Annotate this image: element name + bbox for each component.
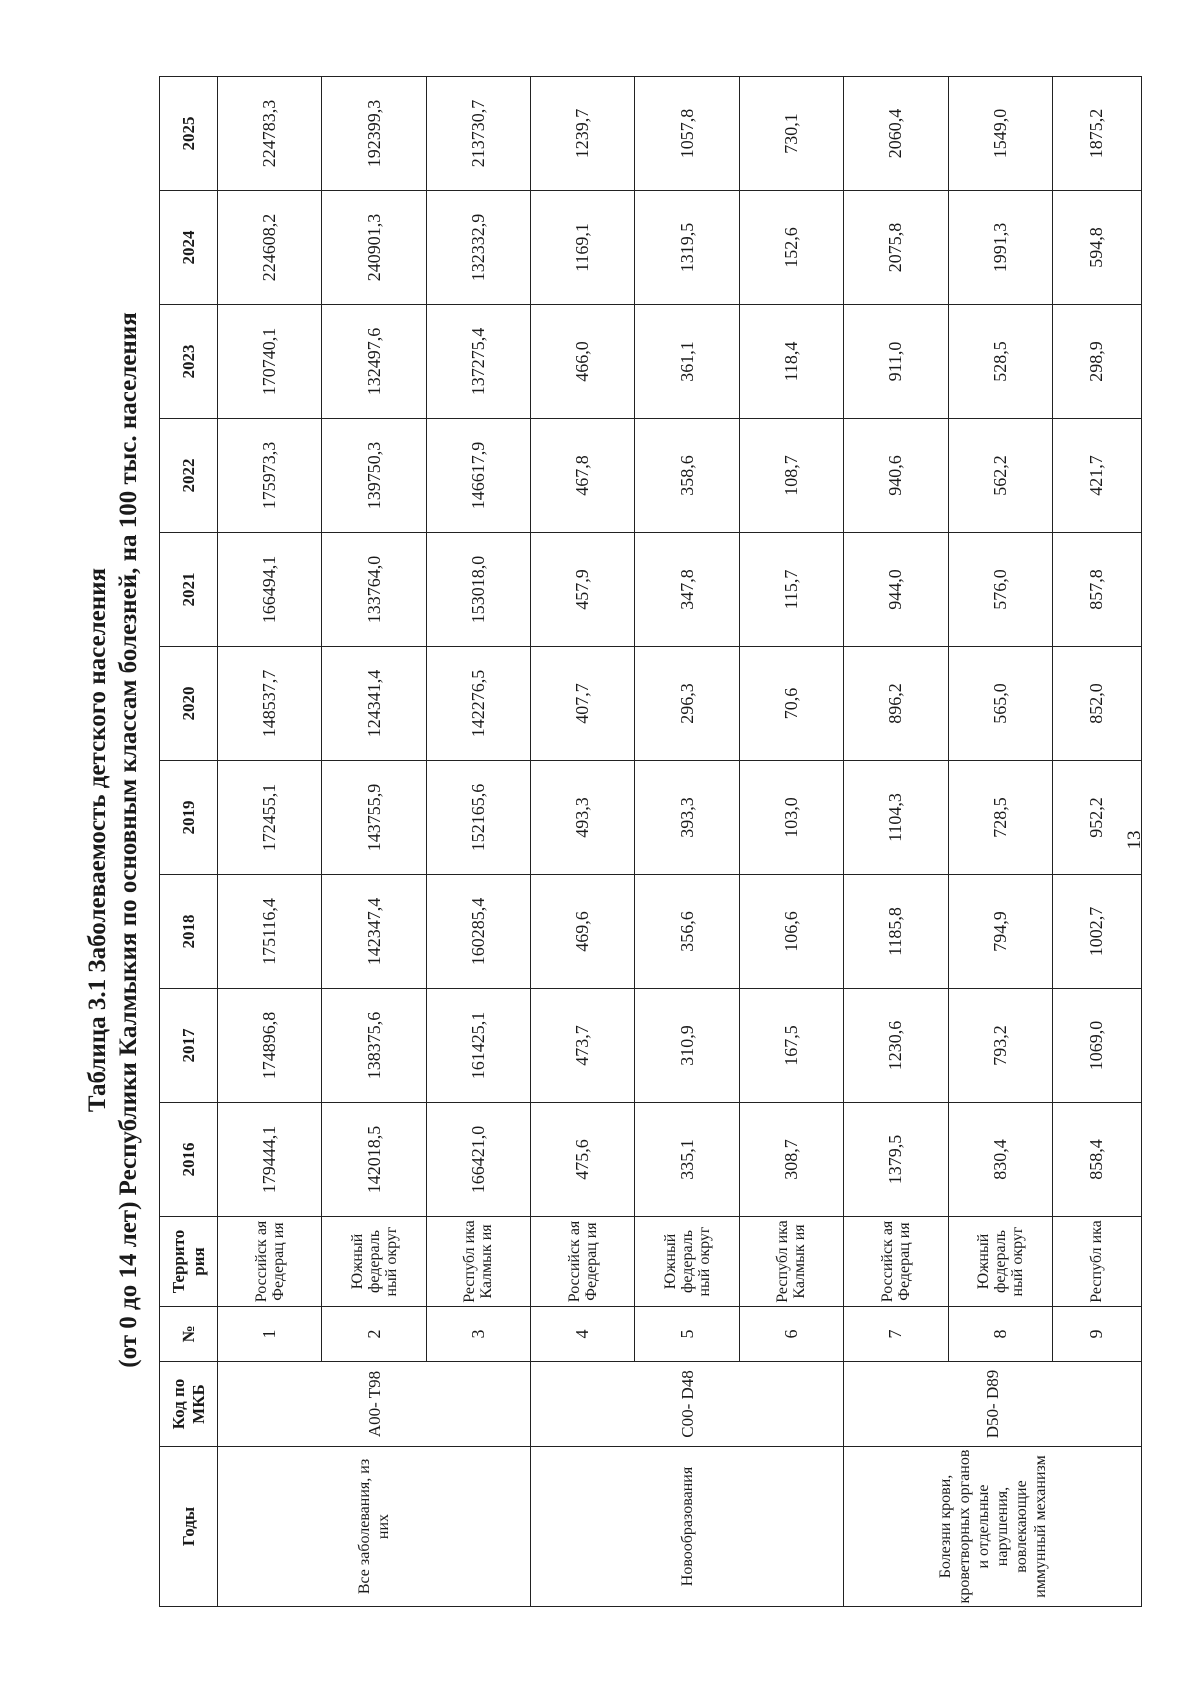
value-cell: 153018,0 — [426, 533, 530, 647]
value-cell: 124341,4 — [322, 647, 426, 761]
value-cell: 335,1 — [635, 1103, 739, 1217]
value-cell: 457,9 — [531, 533, 635, 647]
value-cell: 224783,3 — [218, 77, 322, 191]
value-cell: 356,6 — [635, 875, 739, 989]
value-cell: 475,6 — [531, 1103, 635, 1217]
value-cell: 115,7 — [739, 533, 843, 647]
row-number: 6 — [739, 1307, 843, 1362]
value-cell: 240901,3 — [322, 191, 426, 305]
value-cell: 473,7 — [531, 989, 635, 1103]
header-year: 2021 — [160, 533, 218, 647]
value-cell: 160285,4 — [426, 875, 530, 989]
value-cell: 298,9 — [1052, 305, 1141, 419]
value-cell: 728,5 — [948, 761, 1052, 875]
value-cell: 393,3 — [635, 761, 739, 875]
row-number: 4 — [531, 1307, 635, 1362]
value-cell: 106,6 — [739, 875, 843, 989]
disease-class-name: Болезни крови, кроветворных органов и отдельные нарушения, вовлекающие иммунный механизм — [844, 1447, 1142, 1607]
header-year: 2019 — [160, 761, 218, 875]
value-cell: 2060,4 — [844, 77, 948, 191]
header-territory: Террито рия — [160, 1217, 218, 1307]
territory-cell: Российск ая Федерац ия — [844, 1217, 948, 1307]
territory-cell: Республ ика Калмык ия — [426, 1217, 530, 1307]
value-cell: 175116,4 — [218, 875, 322, 989]
value-cell: 138375,6 — [322, 989, 426, 1103]
territory-cell: Южный федераль ный округ — [948, 1217, 1052, 1307]
table-row — [844, 77, 948, 1607]
value-cell: 70,6 — [739, 647, 843, 761]
table-container — [159, 77, 1142, 1607]
value-cell: 952,2 — [1052, 761, 1141, 875]
value-cell: 858,4 — [1052, 1103, 1141, 1217]
value-cell: 1185,8 — [844, 875, 948, 989]
value-cell: 1169,1 — [531, 191, 635, 305]
value-cell: 1379,5 — [844, 1103, 948, 1217]
value-cell: 133764,0 — [322, 533, 426, 647]
row-number: 7 — [844, 1307, 948, 1362]
row-number: 5 — [635, 1307, 739, 1362]
value-cell: 118,4 — [739, 305, 843, 419]
value-cell: 139750,3 — [322, 419, 426, 533]
value-cell: 896,2 — [844, 647, 948, 761]
value-cell: 1104,3 — [844, 761, 948, 875]
value-cell: 175973,3 — [218, 419, 322, 533]
value-cell: 170740,1 — [218, 305, 322, 419]
value-cell: 857,8 — [1052, 533, 1141, 647]
value-cell: 1319,5 — [635, 191, 739, 305]
value-cell: 310,9 — [635, 989, 739, 1103]
value-cell: 146617,9 — [426, 419, 530, 533]
territory-cell: Южный федераль ный округ — [322, 1217, 426, 1307]
table-title: Таблица 3.1 Заболеваемость детского населения — [84, 567, 111, 1113]
value-cell: 132332,9 — [426, 191, 530, 305]
value-cell: 1230,6 — [844, 989, 948, 1103]
value-cell: 565,0 — [948, 647, 1052, 761]
value-cell: 142018,5 — [322, 1103, 426, 1217]
row-number: 9 — [1052, 1307, 1141, 1362]
value-cell: 576,0 — [948, 533, 1052, 647]
value-cell: 142347,4 — [322, 875, 426, 989]
value-cell: 361,1 — [635, 305, 739, 419]
page-number: 13 — [1124, 830, 1145, 850]
value-cell: 407,7 — [531, 647, 635, 761]
header-row — [160, 77, 218, 1607]
value-cell: 166494,1 — [218, 533, 322, 647]
table-row — [218, 77, 322, 1607]
row-number: 3 — [426, 1307, 530, 1362]
header-year: 2018 — [160, 875, 218, 989]
header-code: Код по МКБ — [160, 1362, 218, 1447]
territory-cell: Российск ая Федерац ия — [218, 1217, 322, 1307]
header-year: 2016 — [160, 1103, 218, 1217]
value-cell: 132497,6 — [322, 305, 426, 419]
table-subtitle: (от 0 до 14 лет) Республики Калмыкия по основным классам болезней, на 100 тыс. населения — [115, 312, 142, 1368]
value-cell: 940,6 — [844, 419, 948, 533]
rotated-page — [67, 70, 1145, 1610]
value-cell: 108,7 — [739, 419, 843, 533]
value-cell: 469,6 — [531, 875, 635, 989]
header-year: 2022 — [160, 419, 218, 533]
value-cell: 1549,0 — [948, 77, 1052, 191]
disease-class-name: Новообразования — [531, 1447, 844, 1607]
icd-code: D50- D89 — [844, 1362, 1142, 1447]
value-cell: 137275,4 — [426, 305, 530, 419]
value-cell: 308,7 — [739, 1103, 843, 1217]
value-cell: 852,0 — [1052, 647, 1141, 761]
value-cell: 467,8 — [531, 419, 635, 533]
table-row — [531, 77, 635, 1607]
value-cell: 224608,2 — [218, 191, 322, 305]
header-group: Годы — [160, 1447, 218, 1607]
value-cell: 161425,1 — [426, 989, 530, 1103]
value-cell: 174896,8 — [218, 989, 322, 1103]
row-number: 2 — [322, 1307, 426, 1362]
row-number: 8 — [948, 1307, 1052, 1362]
value-cell: 830,4 — [948, 1103, 1052, 1217]
value-cell: 296,3 — [635, 647, 739, 761]
value-cell: 421,7 — [1052, 419, 1141, 533]
value-cell: 730,1 — [739, 77, 843, 191]
header-year: 2023 — [160, 305, 218, 419]
territory-cell: Российск ая Федерац ия — [531, 1217, 635, 1307]
value-cell: 1057,8 — [635, 77, 739, 191]
value-cell: 493,3 — [531, 761, 635, 875]
value-cell: 1069,0 — [1052, 989, 1141, 1103]
value-cell: 466,0 — [531, 305, 635, 419]
value-cell: 911,0 — [844, 305, 948, 419]
value-cell: 1875,2 — [1052, 77, 1141, 191]
value-cell: 142276,5 — [426, 647, 530, 761]
value-cell: 793,2 — [948, 989, 1052, 1103]
header-year: 2020 — [160, 647, 218, 761]
value-cell: 1239,7 — [531, 77, 635, 191]
value-cell: 1002,7 — [1052, 875, 1141, 989]
territory-cell: Южный федераль ный округ — [635, 1217, 739, 1307]
territory-cell: Республ ика — [1052, 1217, 1141, 1307]
value-cell: 528,5 — [948, 305, 1052, 419]
value-cell: 103,0 — [739, 761, 843, 875]
value-cell: 179444,1 — [218, 1103, 322, 1217]
value-cell: 2075,8 — [844, 191, 948, 305]
value-cell: 192399,3 — [322, 77, 426, 191]
value-cell: 594,8 — [1052, 191, 1141, 305]
value-cell: 166421,0 — [426, 1103, 530, 1217]
value-cell: 944,0 — [844, 533, 948, 647]
value-cell: 347,8 — [635, 533, 739, 647]
icd-code: A00- T98 — [218, 1362, 531, 1447]
disease-class-name: Все заболевания, из них — [218, 1447, 531, 1607]
value-cell: 562,2 — [948, 419, 1052, 533]
header-year: 2024 — [160, 191, 218, 305]
header-number: № — [160, 1307, 218, 1362]
value-cell: 143755,9 — [322, 761, 426, 875]
value-cell: 1991,3 — [948, 191, 1052, 305]
value-cell: 148537,7 — [218, 647, 322, 761]
value-cell: 152165,6 — [426, 761, 530, 875]
value-cell: 167,5 — [739, 989, 843, 1103]
value-cell: 172455,1 — [218, 761, 322, 875]
row-number: 1 — [218, 1307, 322, 1362]
value-cell: 213730,7 — [426, 77, 530, 191]
territory-cell: Республ ика Калмык ия — [739, 1217, 843, 1307]
icd-code: C00- D48 — [531, 1362, 844, 1447]
header-year: 2017 — [160, 989, 218, 1103]
value-cell: 152,6 — [739, 191, 843, 305]
morbidity-table — [159, 76, 1142, 1607]
value-cell: 794,9 — [948, 875, 1052, 989]
value-cell: 358,6 — [635, 419, 739, 533]
header-year: 2025 — [160, 77, 218, 191]
